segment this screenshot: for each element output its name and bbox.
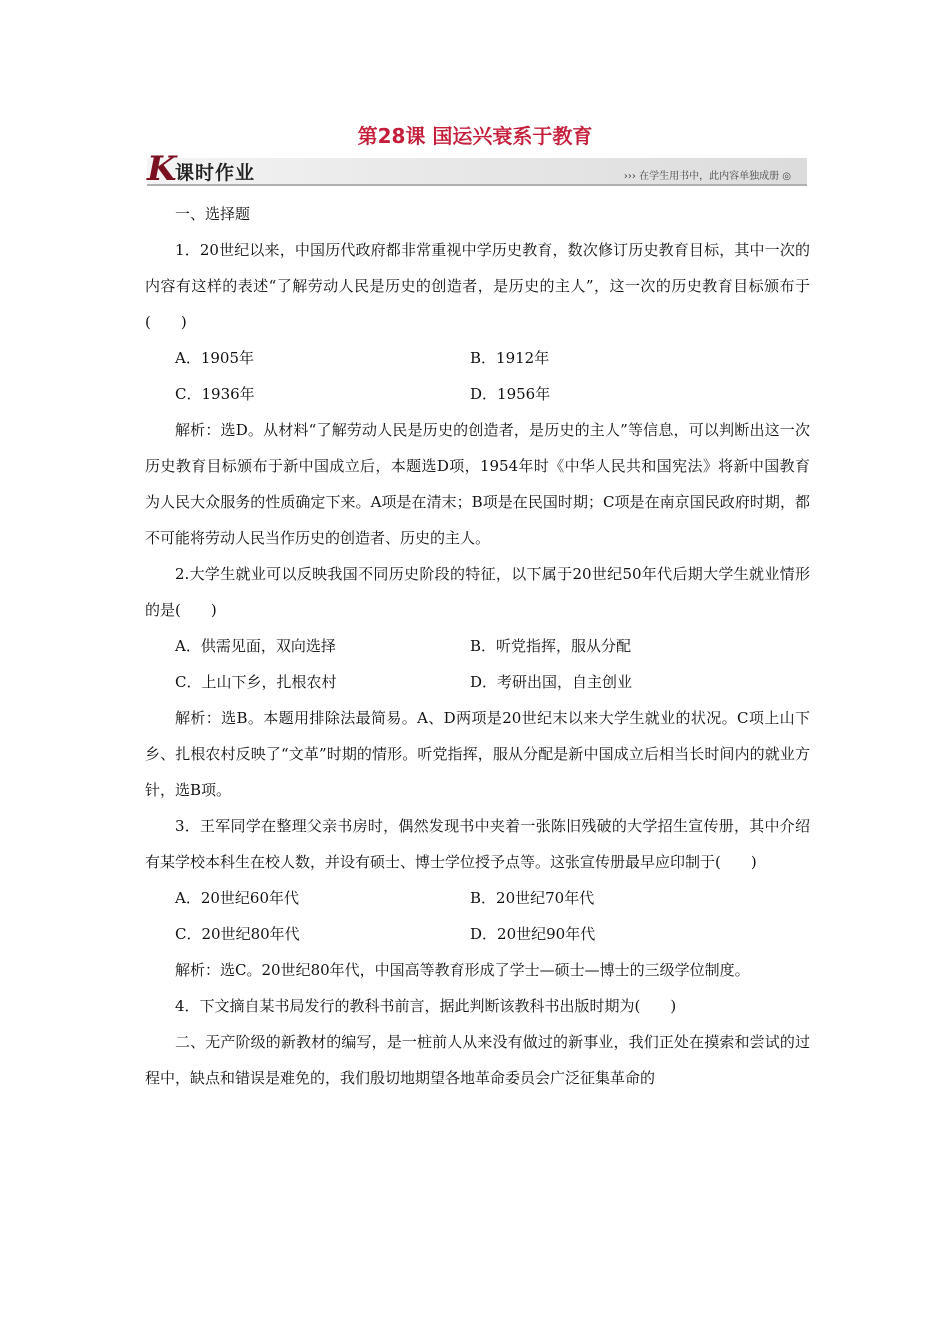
question-4-quote: 二、无产阶级的新教材的编写，是一桩前人从来没有做过的新事业，我们正处在摸索和尝试的过程中，缺点和错误是难免的，我们殷切地期望各地革命委员会广泛征集革命的: [145, 1033, 810, 1087]
banner-label: 课时作业: [175, 162, 256, 184]
q3-option-b: B．20世纪70年代: [470, 889, 595, 907]
question-1-options-row-2: [145, 376, 810, 412]
k-logo-icon: K: [147, 149, 177, 189]
question-3-analysis: 解析：选C。20世纪80年代，中国高等教育形成了学士—硕士—博士的三级学位制度。: [175, 961, 750, 979]
q1-option-d: D．1956年: [470, 385, 551, 403]
page-title: 第28课 国运兴衰系于教育: [357, 124, 593, 148]
question-1-options-row-1: [145, 340, 810, 376]
question-1-analysis: 解析：选D。从材料“了解劳动人民是历史的创造者，是历史的主人”等信息，可以判断出这一次历史教育目标颁布于新中国成立后，本题选D项，1954年时《中华人民共和国宪法》将新中国教育为人民大众服务的性质确定下来。A项是在清末；B项是在民国时期；C项是在南京国民政府时期，都不可能将劳动人民当作历史的创造者、历史的主人。: [145, 421, 810, 547]
question-3-stem: 3．王军同学在整理父亲书房时，偶然发现书中夹着一张陈旧残破的大学招生宣传册，其中介绍有某学校本科生在校人数，并设有硕士、博士学位授予点等。这张宣传册最早应印制于( ): [145, 817, 810, 871]
question-2-options-row-2: [145, 664, 810, 700]
question-content: [145, 196, 810, 1096]
q3-option-a: A．20世纪60年代: [175, 889, 300, 907]
question-4-stem: 4．下文摘自某书局发行的教科书前言，据此判断该教科书出版时期为( ): [175, 997, 677, 1015]
question-3-options-row-1: [145, 880, 810, 916]
q2-option-c: C．上山下乡，扎根农村: [175, 673, 337, 691]
banner-note: ››› 在学生用书中，此内容单独成册 ◎: [623, 171, 791, 182]
question-2-options-row-1: [145, 628, 810, 664]
q1-option-b: B．1912年: [470, 349, 550, 367]
question-3-options-row-2: [145, 916, 810, 952]
section-banner: [147, 149, 807, 189]
q1-option-a: A．1905年: [175, 349, 255, 367]
q2-option-a: A．供需见面，双向选择: [175, 637, 336, 655]
q2-option-b: B．听党指挥，服从分配: [470, 637, 632, 655]
q1-option-c: C．1936年: [175, 385, 255, 403]
section-heading: 一、选择题: [175, 205, 251, 223]
question-2-analysis: 解析：选B。本题用排除法最简易。A、D两项是20世纪末以来大学生就业的状况。C项上山下乡、扎根农村反映了“文革”时期的情形。听党指挥，服从分配是新中国成立后相当长时间内的就业方针，选B项。: [145, 709, 810, 799]
question-2-stem: 2.大学生就业可以反映我国不同历史阶段的特征，以下属于20世纪50年代后期大学生就业情形的是( ): [145, 565, 810, 619]
q3-option-c: C．20世纪80年代: [175, 925, 300, 943]
q2-option-d: D．考研出国，自主创业: [470, 673, 633, 691]
question-1-stem: 1．20世纪以来，中国历代政府都非常重视中学历史教育，数次修订历史教育目标，其中一次的内容有这样的表述“了解劳动人民是历史的创造者，是历史的主人”，这一次的历史教育目标颁布于( ): [145, 241, 810, 331]
q3-option-d: D．20世纪90年代: [470, 925, 596, 943]
